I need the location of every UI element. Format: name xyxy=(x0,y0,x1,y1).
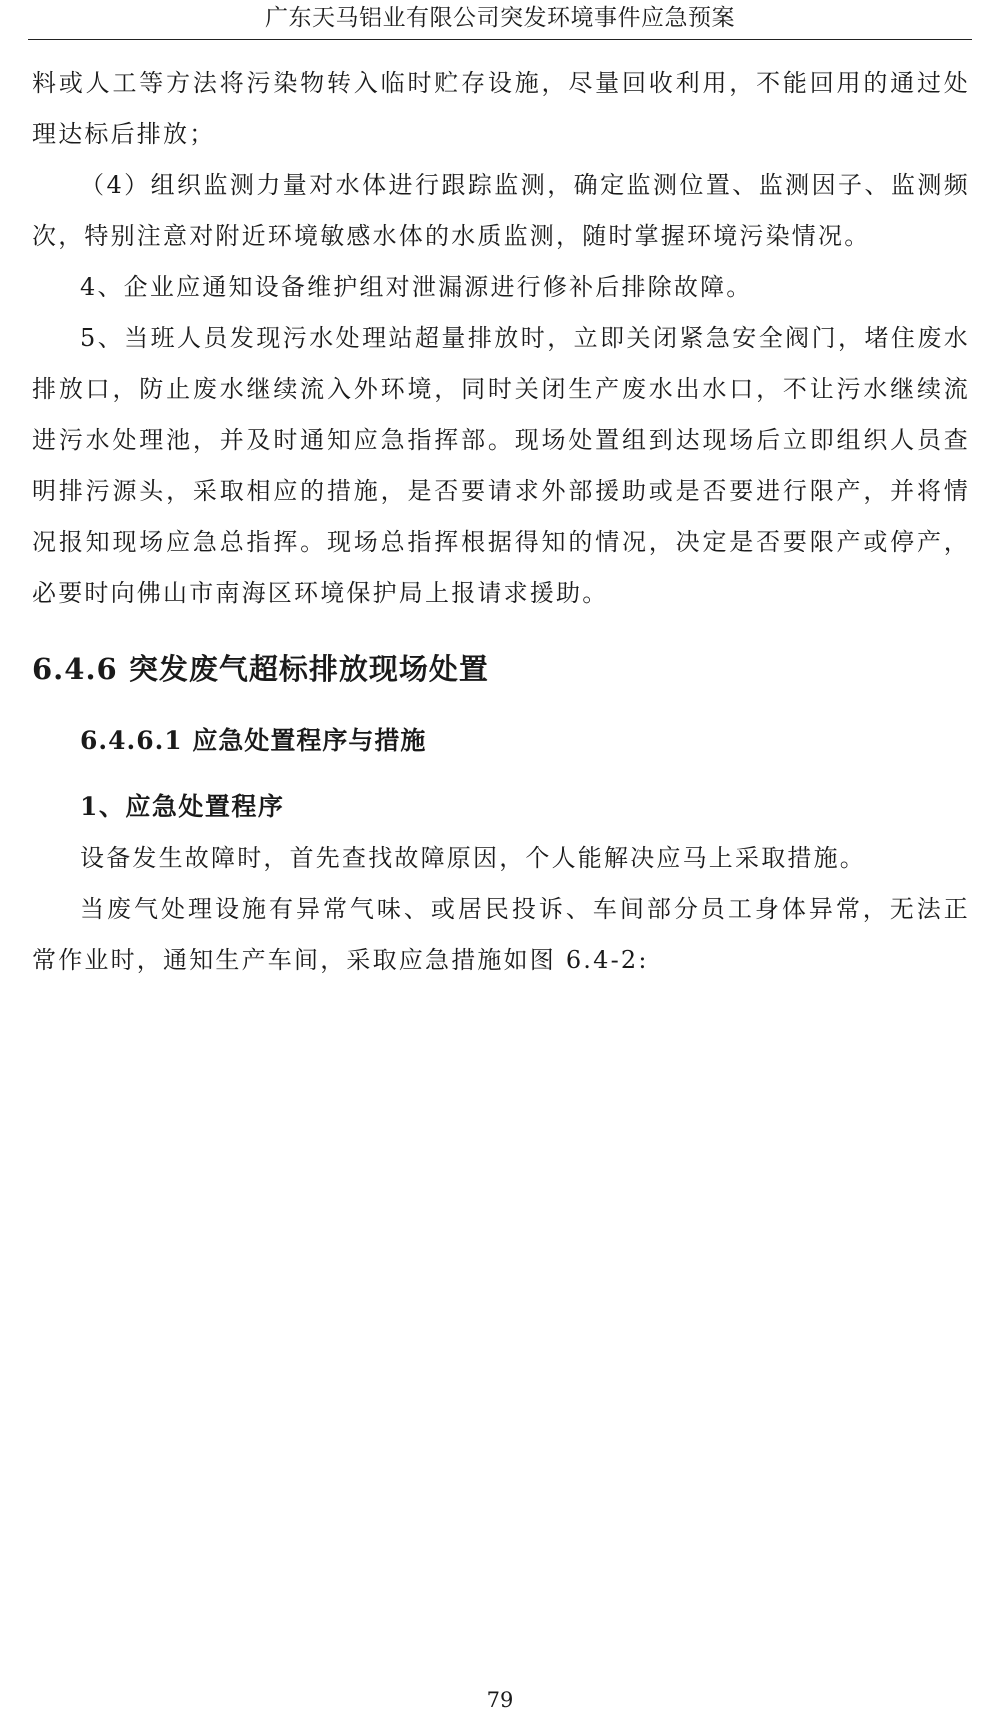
document-title: 广东天马铝业有限公司突发环境事件应急预案 xyxy=(265,5,735,31)
item-heading: 1、应急处置程序 xyxy=(80,792,285,821)
section-heading: 6.4.6 突发废气超标排放现场处置 xyxy=(32,652,489,686)
page-header xyxy=(28,0,972,40)
paragraph-repair: 4、企业应通知设备维护组对泄漏源进行修补后排除故障。 xyxy=(80,273,753,301)
paragraph-fault-handling: 设备发生故障时，首先查找故障原因，个人能解决应马上采取措施。 xyxy=(80,844,866,872)
paragraph-emergency-measures: 当废气处理设施有异常气味、或居民投诉、车间部分员工身体异常，无法正常作业时，通知生产车间，采取应急措施如图 6.4-2: xyxy=(32,895,970,974)
page-content xyxy=(32,58,970,986)
paragraph-continuation: 料或人工等方法将污染物转入临时贮存设施，尽量回收利用，不能回用的通过处理达标后排放； xyxy=(32,69,970,148)
page-number: 79 xyxy=(486,1688,514,1712)
subsection-heading: 6.4.6.1 应急处置程序与措施 xyxy=(80,726,427,755)
paragraph-overflow-response: 5、当班人员发现污水处理站超量排放时，立即关闭紧急安全阀门，堵住废水排放口，防止废水继续流入外环境，同时关闭生产废水出水口，不让污水继续流进污水处理池，并及时通知应急指挥部。现场处置组到达现场后立即组织人员查明排污源头，采取相应的措施，是否要请求外部援助或是否要进行限产，并将情况报知现场应急总指挥。现场总指挥根据得知的情况，决定是否要限产或停产，必要时向佛山市南海区环境保护局上报请求援助。 xyxy=(32,324,970,607)
paragraph-monitoring: （4）组织监测力量对水体进行跟踪监测，确定监测位置、监测因子、监测频次，特别注意对附近环境敏感水体的水质监测，随时掌握环境污染情况。 xyxy=(32,171,970,250)
